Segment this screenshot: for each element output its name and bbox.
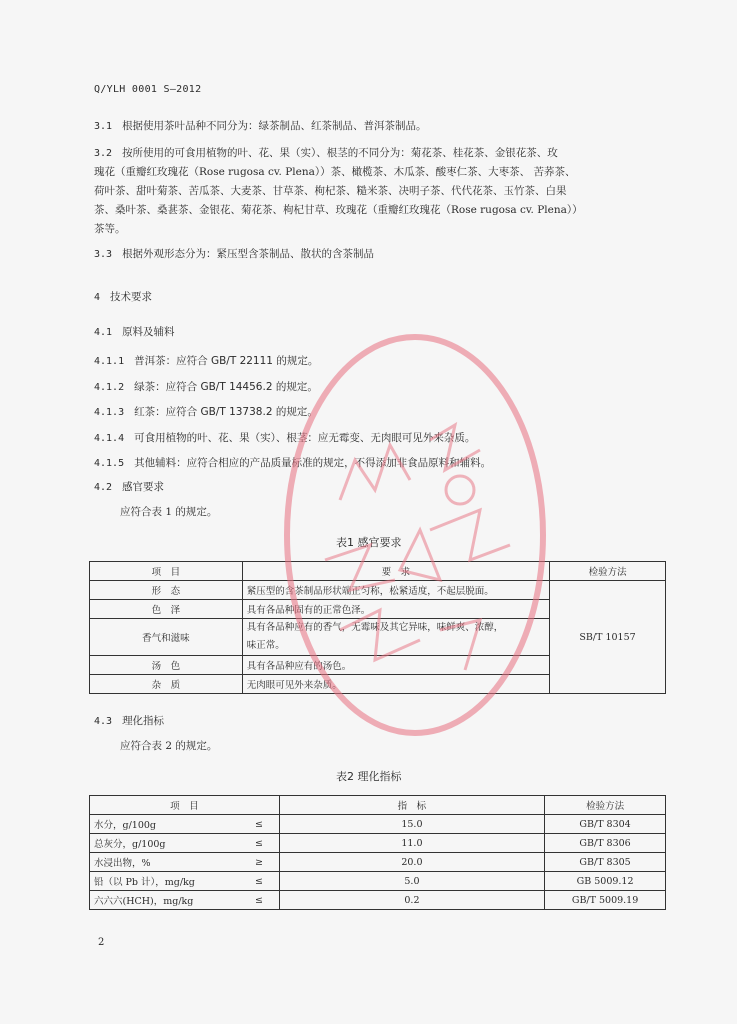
section-title: 技术要求 <box>110 291 153 303</box>
clause-text: 红茶：应符合 GB/T 13738.2 的规定。 <box>134 406 318 418</box>
table-row <box>90 872 666 891</box>
table-cell: 15.0 <box>279 815 544 834</box>
table-cell: GB/T 8304 <box>545 815 666 834</box>
table-cell: GB 5009.12 <box>545 872 666 891</box>
table-cell: 香气和滋味 <box>90 619 243 656</box>
table-header-cell: 指 标 <box>279 796 544 815</box>
table-cell: 无肉眼可见外来杂质。 <box>242 675 549 694</box>
clause-line: 荷叶茶、甜叶菊茶、苦瓜茶、大麦茶、甘草茶、枸杞茶、糙米茶、决明子茶、代代花茶、玉竹茶、白果 <box>94 185 567 197</box>
table-cell: 水分，g/100g <box>90 815 240 834</box>
clause-line: 茶等。 <box>94 223 126 235</box>
table-cell: GB/T 8305 <box>545 853 666 872</box>
section-4-1-heading <box>94 324 175 339</box>
clause-text: 可食用植物的叶、花、果（实）、根茎：应无霉变、无肉眼可见外来杂质。 <box>134 431 476 444</box>
clause-3-3 <box>94 245 374 264</box>
table-cell: 汤 色 <box>90 656 243 675</box>
section-number: 4.2 <box>94 482 113 493</box>
clause-number: 4.1.5 <box>94 458 125 469</box>
clause-text: 根据外观形态分为：紧压型含茶制品、散状的含茶制品 <box>122 248 375 260</box>
operator-cell: ≤ <box>239 815 279 834</box>
table-cell: 杂 质 <box>90 675 243 694</box>
table2-caption: 表2 理化指标 <box>336 770 402 783</box>
page-edge <box>737 0 755 1024</box>
section-number: 4.3 <box>94 716 113 727</box>
standard-code-header: Q/YLH 0001 S—2012 <box>94 84 202 95</box>
table-cell: 0.2 <box>279 891 544 910</box>
table-header-row <box>90 796 666 815</box>
operator-cell: ≤ <box>239 872 279 891</box>
table-row <box>90 834 666 853</box>
method-cell: SB/T 10157 <box>550 581 666 694</box>
clause-number: 4.1.2 <box>94 381 125 393</box>
clause-number: 3.3 <box>94 249 113 260</box>
clause-number: 3.1 <box>94 121 113 132</box>
table-row <box>90 853 666 872</box>
section-number: 4.1 <box>94 327 113 338</box>
table-row <box>90 815 666 834</box>
clause-text: 根据使用茶叶品种不同分为：绿茶制品、红茶制品、普洱茶制品。 <box>122 120 427 132</box>
table-cell: 20.0 <box>279 853 544 872</box>
table-header-cell: 项 目 <box>90 796 280 815</box>
clause-number: 3.2 <box>94 148 113 159</box>
section-title: 理化指标 <box>122 715 165 727</box>
section-4-2-heading <box>94 479 164 494</box>
section-number: 4 <box>94 292 101 303</box>
clause-number: 4.1.4 <box>94 432 125 444</box>
clause-line: 瑰花（重瓣红玫瑰花（Rose rugosa cv. Plena））茶、橄榄茶、木瓜茶、酸枣仁茶、大枣茶、 苦荞茶、 <box>94 166 576 178</box>
page-number: 2 <box>98 937 105 948</box>
cell-line: 具有各品种应有的香气，无霉味及其它异味，味鲜爽、浓醇， <box>246 622 504 633</box>
table-cell: 具有各品种固有的正常色泽。 <box>242 600 549 619</box>
operator-cell: ≤ <box>239 891 279 910</box>
clause-3-1 <box>94 117 427 136</box>
section-4-heading <box>94 289 152 304</box>
table2-physicochemical <box>89 795 666 910</box>
table-header-cell: 检验方法 <box>550 562 666 581</box>
table-cell: 5.0 <box>279 872 544 891</box>
table-cell: 水浸出物，% <box>90 853 240 872</box>
operator-cell: ≥ <box>239 853 279 872</box>
table-cell: 总灰分，g/100g <box>90 834 240 853</box>
table-cell: GB/T 5009.19 <box>545 891 666 910</box>
clause-text: 绿茶：应符合 GB/T 14456.2 的规定。 <box>134 380 318 393</box>
section-4-3-body: 应符合表 2 的规定。 <box>120 740 218 752</box>
table-cell: 紧压型的含茶制品形状端正匀称，松紧适度，不起层脱面。 <box>242 581 549 600</box>
table-cell: 色 泽 <box>90 600 243 619</box>
table-cell: GB/T 8306 <box>545 834 666 853</box>
section-title: 原料及辅料 <box>122 326 175 338</box>
table-cell: 铅（以 Pb 计），mg/kg <box>90 872 240 891</box>
table-row <box>90 891 666 910</box>
clause-number: 4.1.1 <box>94 356 125 367</box>
operator-cell: ≤ <box>239 834 279 853</box>
official-seal-stamp <box>280 330 550 740</box>
clause-text: 其他辅料：应符合相应的产品质量标准的规定，不得添加非食品原料和辅料。 <box>134 457 492 469</box>
clause-text: 普洱茶：应符合 GB/T 22111 的规定。 <box>134 355 319 367</box>
clause-number: 4.1.3 <box>94 407 125 418</box>
table1-caption: 表1 感官要求 <box>336 536 402 549</box>
table-cell: 六六六(HCH)，mg/kg <box>90 891 240 910</box>
section-4-2-body: 应符合表 1 的规定。 <box>120 506 218 518</box>
table-cell: 11.0 <box>279 834 544 853</box>
table-cell: 形 态 <box>90 581 243 600</box>
table-header-cell: 项 目 <box>90 562 243 581</box>
table-cell: 具有各品种应有的汤色。 <box>242 656 549 675</box>
clause-3-2 <box>94 144 583 239</box>
clause-line: 茶、桑叶茶、桑葚茶、金银花、菊花茶、枸杞甘草、玫瑰花（重瓣红玫瑰花（Rose rugosa cv. Plena）） <box>94 204 583 216</box>
section-4-3-heading <box>94 713 164 728</box>
cell-line: 味正常。 <box>246 640 285 651</box>
section-title: 感官要求 <box>122 481 165 493</box>
table-header-cell: 检验方法 <box>545 796 666 815</box>
clause-line: 按所使用的可食用植物的叶、花、果（实）、根茎的不同分为：菊花茶、桂花茶、金银花茶、玫 <box>122 147 558 159</box>
table-header-cell: 要 求 <box>242 562 549 581</box>
